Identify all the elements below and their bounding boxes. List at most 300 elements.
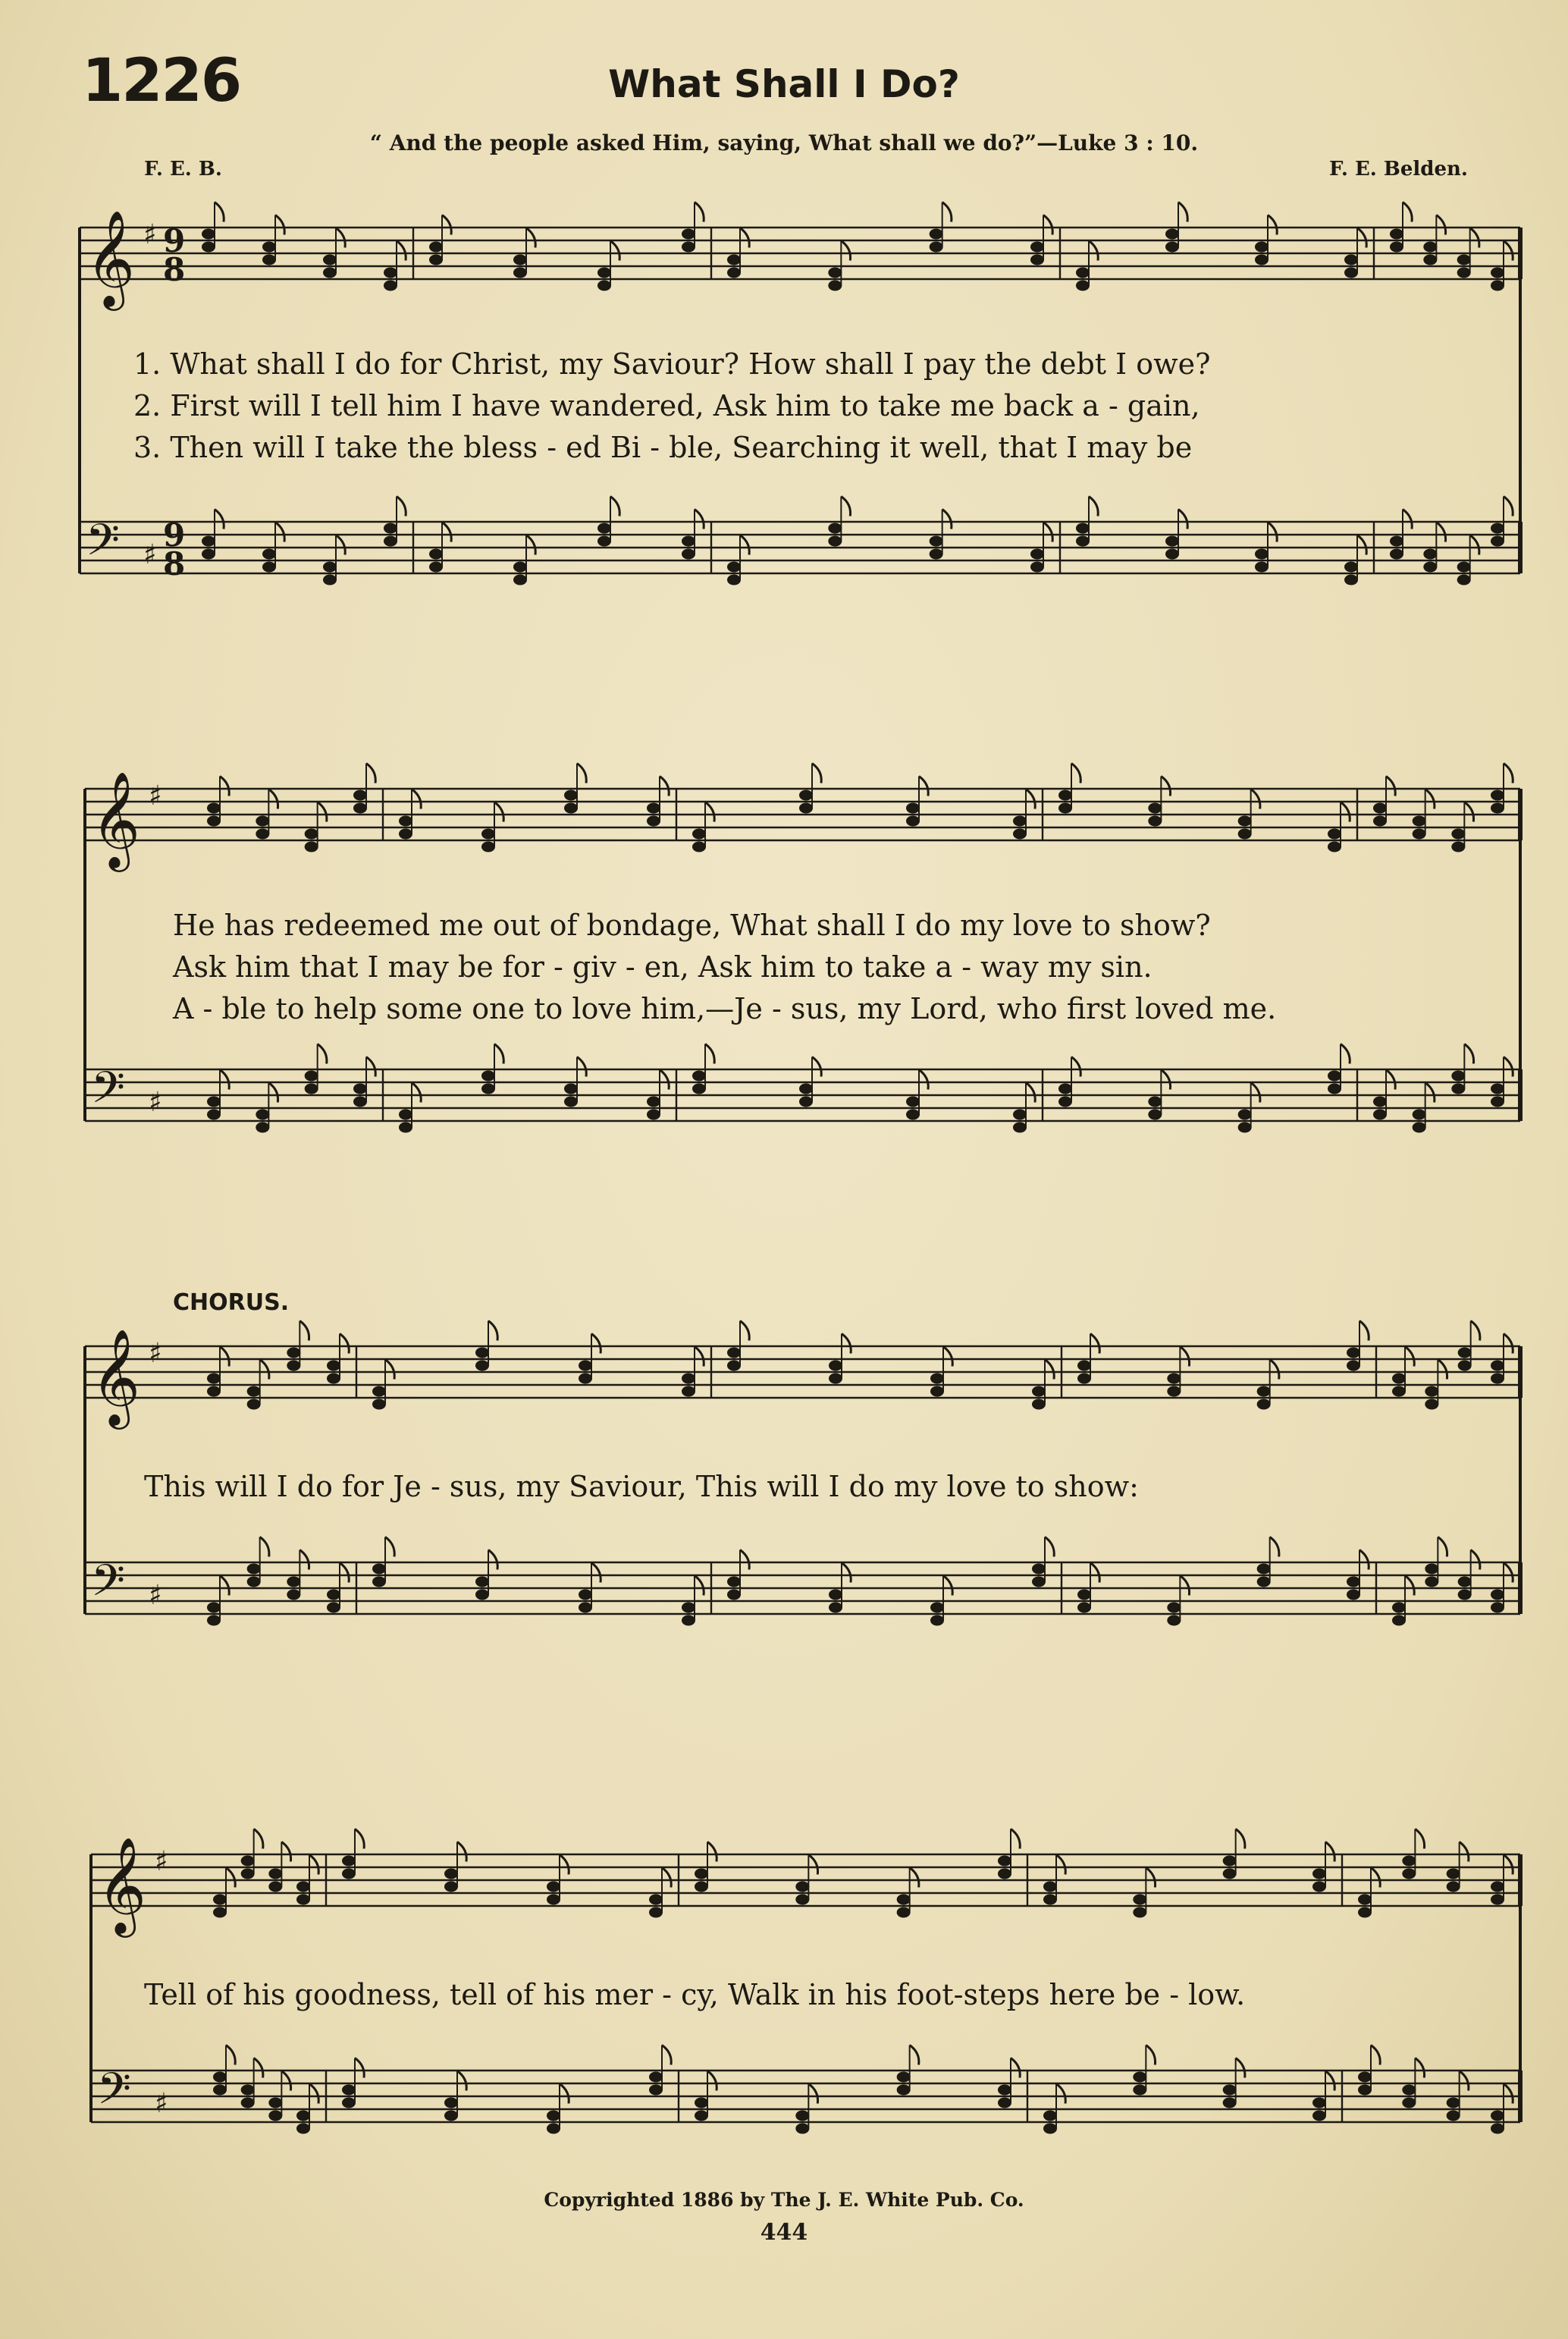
note-head <box>1347 1361 1360 1371</box>
note-flag <box>366 764 375 783</box>
note-head <box>247 1577 261 1587</box>
note-head <box>1392 1386 1406 1397</box>
note-flag <box>336 228 345 248</box>
note-flag <box>1504 1334 1513 1354</box>
note-flag <box>705 802 714 822</box>
note-flag <box>591 1563 601 1583</box>
note-head <box>1133 1907 1146 1918</box>
note-flag <box>808 1855 817 1875</box>
note-head <box>1167 1615 1181 1626</box>
bass-clef-icon: 𝄢 <box>91 1062 126 1124</box>
note-flag <box>1359 1550 1369 1570</box>
note-head <box>323 268 337 278</box>
note-flag <box>1470 228 1479 248</box>
note-head <box>202 229 215 240</box>
note-flag <box>1043 215 1052 235</box>
note-head <box>1312 1869 1326 1879</box>
note-head <box>564 790 578 801</box>
note-head <box>897 1895 911 1905</box>
note-flag <box>220 1347 229 1367</box>
note-head <box>1165 242 1179 253</box>
note-head <box>579 1374 592 1384</box>
note-flag <box>591 1334 601 1354</box>
note-head <box>1457 268 1471 278</box>
note-flag <box>1071 764 1080 783</box>
note-head <box>795 2111 809 2121</box>
note-flag <box>1268 215 1277 235</box>
note-head <box>727 1361 741 1371</box>
note-head <box>1491 1603 1504 1613</box>
note-head <box>1257 1386 1271 1397</box>
note-flag <box>1090 1563 1099 1583</box>
note-flag <box>457 1842 466 1862</box>
note-flag <box>841 241 850 261</box>
note-flag <box>1146 1868 1155 1888</box>
note-head <box>1373 1097 1387 1107</box>
note-head <box>930 229 943 240</box>
note-head <box>399 1110 412 1120</box>
note-head <box>1328 842 1341 852</box>
note-head <box>1076 281 1090 291</box>
note-head <box>1425 1399 1438 1410</box>
lyric-line-chorus-1: This will I do for Je - sus, my Saviour, This will I do my love to show: <box>144 1470 1139 1503</box>
note-head <box>513 575 527 586</box>
sharp-icon: ♯ <box>149 780 162 812</box>
lyric-line-s2-v3: A - ble to help some one to love him,—Je - sus, my Lord, who first loved me. <box>173 992 1277 1025</box>
note-head <box>1347 1590 1360 1600</box>
note-head <box>727 255 741 265</box>
note-head <box>1058 803 1072 814</box>
note-head <box>930 549 943 560</box>
note-head <box>1491 790 1504 801</box>
note-head <box>296 1882 310 1892</box>
note-flag <box>1325 2071 1334 2091</box>
note-head <box>1032 1386 1046 1397</box>
note-head <box>1058 1084 1072 1094</box>
note-head <box>1447 2111 1460 2121</box>
note-head <box>1030 255 1044 265</box>
note-flag <box>1403 510 1412 529</box>
note-head <box>399 816 412 827</box>
note-head <box>547 2111 560 2121</box>
note-flag <box>695 1576 704 1596</box>
note-flag <box>366 1057 375 1077</box>
note-flag <box>1438 1360 1447 1380</box>
note-flag <box>1357 535 1366 555</box>
note-flag <box>1056 1855 1065 1875</box>
note-flag <box>1056 2084 1065 2104</box>
note-flag <box>318 1044 327 1064</box>
note-head <box>327 1603 340 1613</box>
note-head <box>1238 829 1252 840</box>
note-head <box>444 1882 458 1892</box>
sharp-icon: ♯ <box>149 1580 162 1611</box>
note-flag <box>560 2084 569 2104</box>
note-head <box>323 255 337 265</box>
note-head <box>1032 1399 1046 1410</box>
note-head <box>207 1386 221 1397</box>
note-head <box>727 575 741 586</box>
lyric-line-s1-v3: 3. Then will I take the bless - ed Bi - ble, Searching it well, that I may be <box>133 431 1193 464</box>
note-head <box>1255 242 1269 253</box>
note-flag <box>1011 2058 1020 2078</box>
note-head <box>906 816 920 827</box>
note-flag <box>740 535 749 555</box>
note-head <box>1077 1374 1091 1384</box>
note-head <box>372 1577 386 1587</box>
note-head <box>998 2085 1011 2096</box>
note-head <box>1013 1122 1027 1133</box>
note-head <box>1167 1374 1181 1384</box>
note-head <box>287 1590 300 1600</box>
note-head <box>481 842 495 852</box>
note-head <box>342 2098 356 2108</box>
note-head <box>262 242 276 253</box>
note-head <box>384 268 397 278</box>
note-flag <box>740 1550 749 1570</box>
note-head <box>475 1348 489 1358</box>
note-flag <box>942 203 952 222</box>
note-flag <box>1089 497 1098 516</box>
note-flag <box>1386 777 1395 796</box>
note-head <box>444 2098 458 2108</box>
time-signature-numerator: 9 <box>163 222 186 259</box>
note-head <box>1077 1361 1091 1371</box>
note-head <box>1390 549 1403 560</box>
note-head <box>305 829 318 840</box>
note-flag <box>705 1044 714 1064</box>
note-head <box>695 2098 708 2108</box>
note-head <box>695 1869 708 1879</box>
note-head <box>564 1084 578 1094</box>
note-head <box>547 1895 560 1905</box>
note-head <box>256 829 269 840</box>
note-head <box>1392 1615 1406 1626</box>
note-head <box>513 268 527 278</box>
note-head <box>682 1374 695 1384</box>
note-flag <box>385 1537 394 1557</box>
note-head <box>1451 829 1465 840</box>
note-flag <box>812 1057 821 1077</box>
note-head <box>1255 255 1269 265</box>
note-head <box>695 2111 708 2121</box>
note-head <box>1458 1361 1472 1371</box>
note-head <box>207 1615 221 1626</box>
note-flag <box>1504 2084 1513 2104</box>
note-flag <box>1403 203 1412 222</box>
note-head <box>429 549 443 560</box>
sharp-icon: ♯ <box>155 2088 168 2119</box>
note-flag <box>336 535 345 555</box>
note-head <box>513 255 527 265</box>
note-head <box>296 1895 310 1905</box>
note-flag <box>385 1360 394 1380</box>
note-head <box>649 1907 663 1918</box>
note-flag <box>220 1576 229 1596</box>
note-head <box>1402 1856 1416 1866</box>
note-head <box>647 1097 660 1107</box>
note-head <box>1013 816 1027 827</box>
note-flag <box>1371 2045 1380 2065</box>
note-head <box>268 1882 282 1892</box>
note-head <box>475 1590 489 1600</box>
note-head <box>213 1895 227 1905</box>
note-flag <box>488 1321 497 1341</box>
bass-clef-icon: 𝄢 <box>86 514 121 576</box>
note-head <box>1491 536 1504 547</box>
note-head <box>1344 255 1358 265</box>
note-head <box>327 1590 340 1600</box>
note-flag <box>1325 1842 1334 1862</box>
copyright-notice: Copyrighted 1886 by The J. E. White Pub. Co. <box>544 2189 1024 2211</box>
note-flag <box>943 1347 952 1367</box>
note-flag <box>442 215 451 235</box>
note-head <box>323 575 337 586</box>
note-head <box>727 562 741 573</box>
note-flag <box>281 1842 290 1862</box>
note-head <box>1390 242 1403 253</box>
note-head <box>1425 1564 1438 1575</box>
note-head <box>1328 1084 1341 1094</box>
note-head <box>213 2072 227 2083</box>
note-head <box>1491 1895 1504 1905</box>
note-head <box>998 1869 1011 1879</box>
note-head <box>241 2098 255 2108</box>
sharp-icon: ♯ <box>155 1846 168 1877</box>
note-flag <box>740 228 749 248</box>
note-flag <box>1460 1842 1469 1862</box>
note-head <box>202 242 215 253</box>
note-head <box>1347 1577 1360 1587</box>
note-flag <box>299 1321 309 1341</box>
note-head <box>682 536 695 547</box>
note-head <box>384 536 397 547</box>
note-flag <box>457 2071 466 2091</box>
note-flag <box>842 1563 851 1583</box>
note-flag <box>1270 1360 1279 1380</box>
note-head <box>353 1084 367 1094</box>
note-flag <box>1251 790 1260 809</box>
lyric-line-s1-v2: 2. First will I tell him I have wandered, Ask him to take me back a - gain, <box>133 389 1200 422</box>
note-head <box>649 2085 663 2096</box>
note-flag <box>1425 1083 1435 1103</box>
note-flag <box>1405 1576 1414 1596</box>
note-head <box>1223 2085 1237 2096</box>
note-flag <box>309 1855 318 1875</box>
note-flag <box>1464 802 1473 822</box>
time-signature-numerator: 9 <box>163 516 186 554</box>
note-head <box>1257 1577 1271 1587</box>
hymn-title: What Shall I Do? <box>608 62 960 106</box>
note-head <box>1423 549 1437 560</box>
note-head <box>213 2085 227 2096</box>
note-head <box>998 2098 1011 2108</box>
note-head <box>1413 829 1426 840</box>
note-head <box>268 2098 282 2108</box>
note-head <box>353 790 367 801</box>
note-head <box>1076 536 1090 547</box>
note-flag <box>268 1083 278 1103</box>
lyric-line-s2-v1: He has redeemed me out of bondage, What shall I do my love to show? <box>173 909 1211 942</box>
note-head <box>579 1590 592 1600</box>
note-head <box>682 1615 695 1626</box>
note-head <box>1328 829 1341 840</box>
note-head <box>1030 549 1044 560</box>
note-head <box>384 523 397 534</box>
note-flag <box>1161 1070 1170 1090</box>
note-flag <box>268 790 278 809</box>
note-head <box>1373 816 1387 827</box>
note-flag <box>662 1868 671 1888</box>
note-head <box>1358 2072 1372 2083</box>
note-flag <box>442 523 451 542</box>
note-head <box>727 268 741 278</box>
note-head <box>1413 816 1426 827</box>
note-head <box>1447 1882 1460 1892</box>
note-head <box>647 1110 660 1120</box>
note-head <box>475 1361 489 1371</box>
note-flag <box>488 1550 497 1570</box>
note-flag <box>275 215 284 235</box>
note-head <box>287 1577 300 1587</box>
note-flag <box>215 510 224 529</box>
note-head <box>1457 255 1471 265</box>
note-flag <box>1178 203 1187 222</box>
note-head <box>795 2124 809 2134</box>
sharp-icon: ♯ <box>149 1087 162 1118</box>
note-head <box>372 1386 386 1397</box>
note-head <box>287 1361 300 1371</box>
note-flag <box>412 790 421 809</box>
note-flag <box>1504 1563 1513 1583</box>
note-head <box>799 803 813 814</box>
hymn-number: 1226 <box>82 47 241 115</box>
note-head <box>353 1097 367 1107</box>
note-head <box>207 1603 221 1613</box>
note-head <box>1347 1348 1360 1358</box>
note-flag <box>1146 2045 1155 2065</box>
note-head <box>1402 2098 1416 2108</box>
note-head <box>1458 1577 1472 1587</box>
note-head <box>1423 255 1437 265</box>
note-head <box>1148 816 1162 827</box>
note-flag <box>397 497 406 516</box>
note-flag <box>943 1576 952 1596</box>
note-head <box>1423 242 1437 253</box>
note-head <box>795 1882 809 1892</box>
note-head <box>828 523 842 534</box>
note-head <box>241 1869 255 1879</box>
note-head <box>1148 803 1162 814</box>
note-head <box>342 1856 356 1866</box>
note-head <box>207 803 221 814</box>
note-flag <box>1341 1044 1350 1064</box>
lyric-line-chorus-2: Tell of his goodness, tell of his mer - cy, Walk in his foot-steps here be - low. <box>144 1978 1246 2011</box>
note-head <box>727 1590 741 1600</box>
note-flag <box>1438 1537 1447 1557</box>
note-head <box>727 1348 741 1358</box>
note-head <box>475 1577 489 1587</box>
note-head <box>429 255 443 265</box>
note-head <box>202 549 215 560</box>
note-flag <box>1504 1855 1513 1875</box>
page-number: 444 <box>760 2219 808 2246</box>
note-head <box>1402 2085 1416 2096</box>
note-flag <box>1470 535 1479 555</box>
note-flag <box>340 1334 349 1354</box>
note-flag <box>1405 1347 1414 1367</box>
note-head <box>930 1386 944 1397</box>
note-head <box>828 281 842 291</box>
note-flag <box>1436 215 1445 235</box>
note-head <box>207 816 221 827</box>
note-head <box>262 549 276 560</box>
note-head <box>247 1386 261 1397</box>
note-head <box>906 1097 920 1107</box>
note-flag <box>1436 523 1445 542</box>
note-head <box>1390 229 1403 240</box>
note-flag <box>610 497 619 516</box>
note-head <box>1148 1110 1162 1120</box>
note-head <box>1491 1374 1504 1384</box>
note-head <box>1491 281 1504 291</box>
note-head <box>1030 242 1044 253</box>
composer-credit: F. E. Belden. <box>1329 158 1468 181</box>
note-flag <box>707 1842 717 1862</box>
note-head <box>1238 816 1252 827</box>
sharp-icon: ♯ <box>143 219 157 250</box>
note-head <box>1491 2111 1504 2121</box>
note-head <box>1058 1097 1072 1107</box>
note-head <box>828 268 842 278</box>
scripture-reference: “ And the people asked Him, saying, What shall we do?”—Luke 3 : 10. <box>369 130 1199 155</box>
sharp-icon: ♯ <box>149 1338 162 1369</box>
note-head <box>1344 575 1358 586</box>
note-flag <box>1386 1070 1395 1090</box>
note-head <box>897 2072 911 2083</box>
note-head <box>256 816 269 827</box>
note-head <box>1491 523 1504 534</box>
note-head <box>727 1577 741 1587</box>
note-flag <box>1460 2071 1469 2091</box>
note-head <box>1413 1110 1426 1120</box>
note-head <box>597 523 611 534</box>
treble-clef-icon: 𝄞 <box>86 209 136 306</box>
note-flag <box>275 523 284 542</box>
note-flag <box>1341 802 1350 822</box>
note-head <box>481 1071 495 1082</box>
note-head <box>998 1856 1011 1866</box>
note-flag <box>1270 1537 1279 1557</box>
note-head <box>682 549 695 560</box>
note-head <box>327 1374 340 1384</box>
note-flag <box>254 2058 263 2078</box>
note-flag <box>220 777 229 796</box>
note-flag <box>1089 241 1098 261</box>
note-head <box>372 1399 386 1410</box>
note-flag <box>910 1868 919 1888</box>
note-head <box>930 536 943 547</box>
note-head <box>1491 1590 1504 1600</box>
note-head <box>682 242 695 253</box>
note-head <box>930 1615 944 1626</box>
note-head <box>342 2085 356 2096</box>
note-head <box>1032 1577 1046 1587</box>
note-head <box>1058 790 1072 801</box>
note-flag <box>494 1044 503 1064</box>
note-head <box>444 1869 458 1879</box>
note-flag <box>1045 1537 1054 1557</box>
